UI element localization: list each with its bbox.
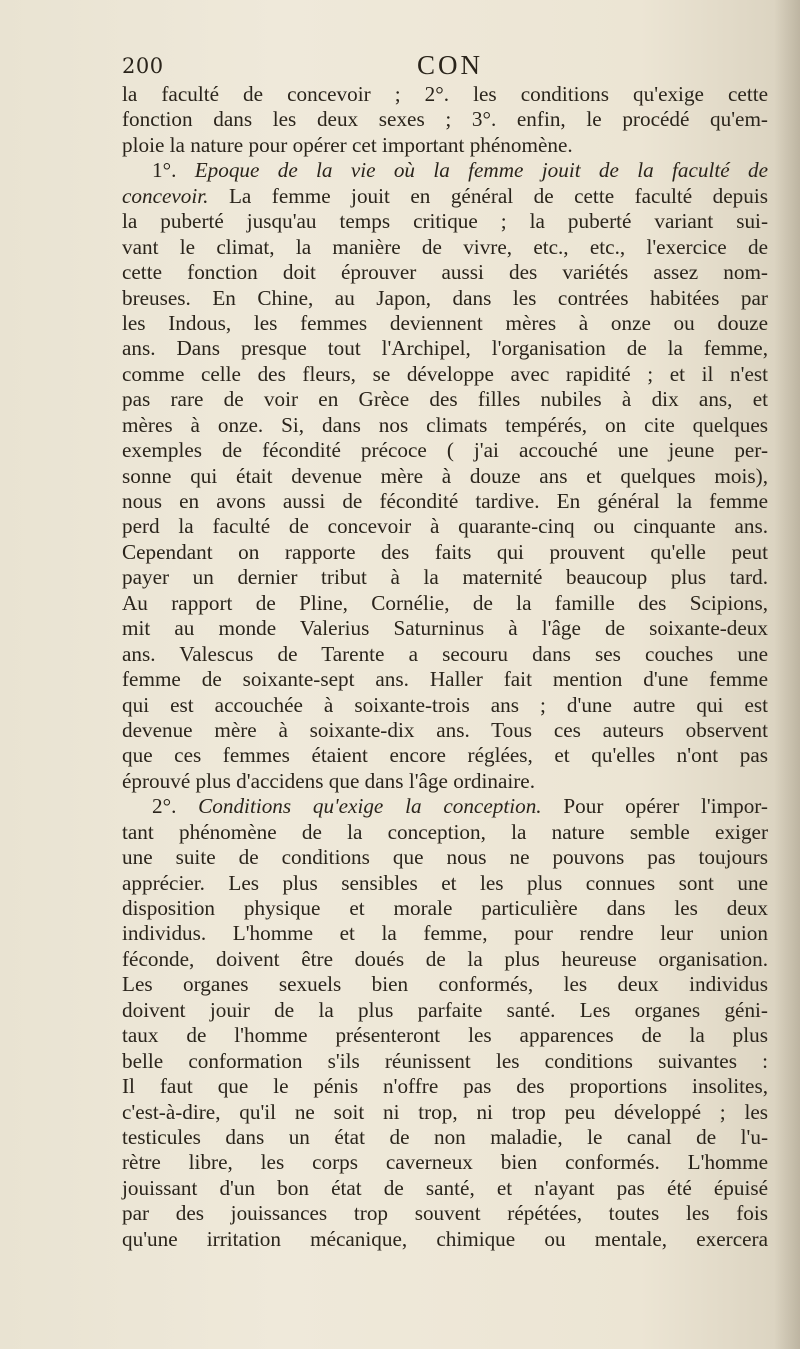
text-line: exemples de fécondité précoce ( j'ai accouché une jeune per- — [122, 438, 768, 463]
text-line: nous en avons aussi de fécondité tardive. En général la femme — [122, 489, 768, 513]
text-line: disposition physique et morale particulière dans les deux — [122, 896, 768, 920]
text-line: féconde, doivent être doués de la plus heureuse organisation. — [122, 946, 768, 971]
text-line: ploie la nature pour opérer cet important phénomène. — [122, 132, 573, 157]
text-line: c'est-à-dire, qu'il ne soit ni trop, ni trop peu développé ; les — [122, 1099, 768, 1124]
page-number: 200 — [122, 54, 164, 78]
text-line: vant le climat, la manière de vivre, etc., etc., l'exercice de — [122, 234, 768, 259]
text-line: sonne qui était devenue mère à douze ans et quelques mois), — [122, 463, 768, 488]
text-line: testicules dans un état de non maladie, le canal de l'u- — [122, 1124, 768, 1149]
text-line: devenue mère à soixante-dix ans. Tous ces auteurs observent — [122, 717, 768, 742]
page-edge-shadow — [774, 0, 800, 1349]
text-line: Cependant on rapporte des faits qui prouvent qu'elle peut — [122, 539, 768, 564]
text-line: mit au monde Valerius Saturninus à l'âge de soixante-deux — [122, 616, 768, 641]
text-line: les Indous, les femmes deviennent mères à onze ou douze — [122, 310, 768, 335]
text-line: ans. Valescus de Tarente a secouru dans ses couches une — [122, 641, 768, 666]
text-line: Il faut que le pénis n'offre pas des proportions insolites, — [122, 1074, 768, 1099]
text-line: concevoir. La femme jouit en général de cette faculté depuis — [122, 183, 768, 208]
text-line: ans. Dans presque tout l'Archipel, l'organisation de la femme, — [122, 336, 768, 361]
text-line: par des jouissances trop souvent répétées, toutes les fois — [122, 1201, 768, 1226]
text-line: apprécier. Les plus sensibles et les plus connues sont une — [122, 870, 768, 895]
page-header — [122, 50, 762, 80]
text-line: la puberté jusqu'au temps critique ; la puberté variant sui- — [122, 209, 768, 234]
text-line: tant phénomène de la conception, la nature semble exiger — [122, 819, 768, 844]
text-line: femme de soixante-sept ans. Haller fait mention d'une femme — [122, 667, 768, 692]
italic-heading: Conditions qu'exige la conception. — [198, 794, 542, 819]
text-line: individus. L'homme et la femme, pour rendre leur union — [122, 921, 768, 946]
text-line: cette fonction doit éprouver aussi des variétés assez nom- — [122, 260, 768, 285]
text-line: breuses. En Chine, au Japon, dans les contrées habitées par — [122, 285, 768, 310]
text-line: payer un dernier tribut à la maternité beaucoup plus tard. — [122, 565, 768, 590]
text-line: doivent jouir de la plus parfaite santé. Les organes géni- — [122, 997, 768, 1022]
body-text — [122, 82, 768, 1252]
text-line: qui est accouchée à soixante-trois ans ; d'une autre qui est — [122, 692, 768, 717]
running-head: CON — [417, 50, 484, 80]
italic-heading: Epoque de la vie où la femme jouit de la faculté de — [194, 158, 768, 183]
text-line: que ces femmes étaient encore réglées, et qu'elles n'ont pas — [122, 743, 768, 768]
text-line: taux de l'homme présenteront les apparences de la plus — [122, 1023, 768, 1048]
italic-heading: concevoir. — [122, 183, 209, 208]
text-line: pas rare de voir en Grèce des filles nubiles à dix ans, et — [122, 387, 768, 412]
text-line: jouissant d'un bon état de santé, et n'ayant pas été épuisé — [122, 1175, 768, 1200]
text-line: mères à onze. Si, dans nos climats tempérés, on cite quelques — [122, 412, 768, 437]
text-line: rètre libre, les corps caverneux bien conformés. L'homme — [122, 1150, 768, 1175]
text-line: Les organes sexuels bien conformés, les deux individus — [122, 972, 768, 997]
text-line: comme celle des fleurs, se développe avec rapidité ; et il n'est — [122, 361, 768, 386]
text-line: éprouvé plus d'accidens que dans l'âge ordinaire. — [122, 768, 535, 793]
text-line: fonction dans les deux sexes ; 3°. enfin, le procédé qu'em- — [122, 107, 768, 132]
text-line: la faculté de concevoir ; 2°. les conditions qu'exige cette — [122, 82, 768, 106]
text-line: perd la faculté de concevoir à quarante-cinq ou cinquante ans. — [122, 514, 768, 539]
text-line: belle conformation s'ils réunissent les conditions suivantes : — [122, 1048, 768, 1073]
text-line: une suite de conditions que nous ne pouvons pas toujours — [122, 845, 768, 870]
text-line: qu'une irritation mécanique, chimique ou mentale, exercera — [122, 1226, 768, 1251]
section-heading-line: 1°. Epoque de la vie où la femme jouit de la faculté de — [152, 158, 768, 183]
text-line: Au rapport de Pline, Cornélie, de la famille des Scipions, — [122, 590, 768, 615]
section-heading-line: 2°. Conditions qu'exige la conception. Pour opérer l'impor- — [152, 794, 768, 819]
